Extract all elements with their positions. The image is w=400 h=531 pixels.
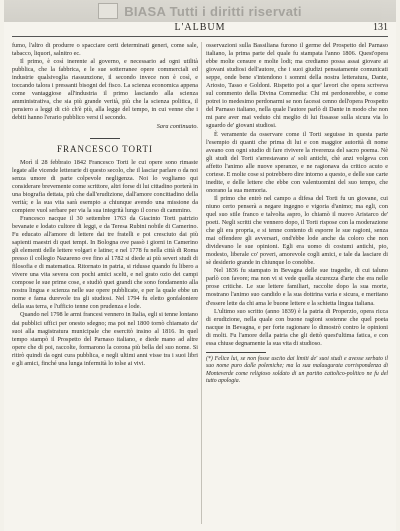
article-title: FRANCESCO TORTI bbox=[57, 143, 153, 154]
left-paragraph-1: fumo, l'altro di produrre o spacciare certi determinati generi, come sale, tabacco, liquori, salnitro ec. bbox=[12, 42, 198, 58]
left-paragraph-2: Il primo, è così inerente al governo, e necessario ad ogni utilità pubblica, che la fabbrica, e le sue sotterranee opere commerciali ed industrie qualsivoglia riassunzione, il secondo invece non è così, e toccando talora i pressanti bisogni del fisco. La scienza economica appena come vantaggiose all'industria il primo lasciando alla scienza amministrativa, che sia più grande verità, più che la scienza politica, il pensiero a leggi di ciò ch'è più, alla legge del tempo, in cui venne che i debiti hanno l'erario pubblico versi il secondo. bbox=[12, 58, 198, 122]
page-header bbox=[12, 22, 388, 37]
right-paragraph-4: Nel 1836 fu stampato in Bevagna delle sue tragedie, di cui taluno parlò con favore; ma non vi si vede quella sicurezza d'arte che era nelle prose critiche. Le sue lettere familiari, raccolte dopo la sua morte, mostrano l'animo suo candido e la sua dottrina varia e sicura, e meritano d'essere lette da chi ama le buone lettere e la schietta lingua italiana. bbox=[206, 267, 388, 307]
right-column bbox=[206, 42, 388, 385]
right-paragraph-3: Il primo che entrò nel campo a difesa del Torti fu un giovane, cui niuno certo penserà a negare ingegno e vigoria d'animo; ma egli, con quel suo stile franco e talvolta aspro, lo chiamò il nuovo Aristarco de' poeti. Negli scritti che vennero dopo, il Torti rispose con la moderazione che gli era propria, e si tenne contento di esporre le sue ragioni, senza mai offendere gli avversari, ond'ebbe lode anche da coloro che non dividevano le sue opinioni. Egli era uomo di costumi antichi, pio, modesto, liberale co' poveri, amorevole cogli amici, e tale da lasciare di sè desiderio grande in chiunque lo conobbe. bbox=[206, 194, 388, 267]
left-paragraph-3: Morì il 28 febbraio 1842 Francesco Torti le cui opere sono rimaste legate alle vicende letterarie di questo secolo, che il lasciar parlare o da noi senza umore di parte colpevole negligenza. Noi lo vogliamo qui considerare brevemente come scrittore, altri forse di lui cittadino porterà in una biografia dettata, più che dall'erudizione, dall'amore concittadino della verità; e la sua vita sarà esempio a chiunque avendo una missione da compiere vuol serbare per via la sua integrità lungo il corso di cammino. bbox=[12, 158, 198, 214]
right-paragraph-2: È veramente da osservare come il Torti seguisse in questa parte l'esempio di quanti che prima di lui e con maggior autorità di nome aveano con ogni studio di fare rivivere la riverenza del sacro poema. Nè gli studi del Torti s'arrestavano a' soli antichi, chè anzi volgeva con affetto l'animo alle nuove speranze, e ne ragionava da critico acuto e cortese. E molte cose si potrebbero dire intorno a questo, e delle sue carte inedite, e delle lettere che ebbe con valentuomini del suo tempo, che onorano la sua memoria. bbox=[206, 130, 388, 194]
page-number: 131 bbox=[373, 22, 388, 33]
column-divider bbox=[201, 42, 202, 524]
journal-title: L'ALBUM bbox=[174, 22, 226, 33]
signature-line: Sara continuato. bbox=[156, 123, 198, 131]
right-paragraph-1: osservazioni sulla Bassiliana furono il germe del Prospetto del Parnaso italiano, la prima parte del quale fu stampata l'anno 1806. Quest'opera ebbe molte censure e molte lodi; ma crediamo possa assai giovare ai giovani studiosi dell'autore, che i suoi giudizi pensatamente comunicati seppe, onde bene s'intendono i sommi della nostra letteratura, Dante, Ariosto, Tasso e Goldoni. Rispetto poi a que' lavori che opera scriveva sul commento della Divina Commedia: Chi mi perdonerebbe, e come potrei io medesimo perdonarmi se non facessi cenno dell'opera Prospetto del Parnaso italiano, nella quale l'autore parlò di Dante in modo che non mi pare aver mai veduto chi meglio di lui fissasse sulla sicura via lo sguardo de' giovani studiosi. bbox=[206, 42, 388, 130]
right-paragraph-5: L'ultimo suo scritto (anno 1839) è la patria di Properzio, opera ricca di erudizione, nella quale con buone ragioni sostenne che quel poeta nacque in Bevagna, e per forte ragionare lo dimostrò contro le opinioni di molti. Fu l'amore della patria che gli dettò quest'ultima fatica, e con essa chiuse degnamente la sua vita di studioso. bbox=[206, 307, 388, 347]
left-paragraph-5: Quando nel 1798 le armi francesi vennero in Italia, egli si tenne lontano dai pubblici uffici per onesto sdegno; ma poi nel 1800 tornò chiamato da' suoi alla magistratura municipale che esercitò insino al 1816. In quel tempo stampò il Prospetto del Parnaso italiano, e diede mano ad altre opere che di poi, raccolte, formarono la corona più bella del suo nome. Si ritirò quindi da ogni cura pubblica, e negli ultimi anni visse tra i suoi libri e gli amici, finché una lunga infermità lo tolse ai vivi. bbox=[12, 311, 198, 367]
biasa-logo-icon bbox=[98, 3, 118, 19]
section-rule bbox=[90, 138, 120, 139]
watermark-banner bbox=[4, 0, 396, 22]
left-paragraph-4: Francesco nacque il 30 settembre 1763 da Giacinto Torti patrizio bevanate e lodato cultore di leggi, e da Teresa Rubini nobile di Camerino. Fu educato all'amore di lettere dai tre fratelli e poi cresciuto dai più sapienti maestri di quei tempi. In Bologna ove passò i giorni in Camerino gli elementi delle lettere volgari e latine; e nel 1778 fu nella città di Roma presso il collegio Nazareno ove fino al 1782 si diede ai più severi studi di filosofia e di matematica. Ritornato in patria, si ridusse quando fu libero a vivere una vita severa con pochi amici scelti, e nel grato ozio dei campi compose le sue prime cose, e studiò quei grandi che sono fondamento alla nostra lingua e scienza nelle sue opere pubblicate, e per la quale ebbe un nome e fama durevole tra gli studiosi. Nel 1794 fu eletto gonfaloniere della sua terra, e l'ufficio tenne con prudenza e lode. bbox=[12, 214, 198, 311]
footnote: (*) Felice lui, se non fosse uscito dai limiti de' suoi studi e avesse serbato il suo nome puro dalle polemiche; ma la sua malaugurata corrispondenza di Monteverde come religioso soldato di un partito cattolico-politico ne fu del tutto apologia. bbox=[206, 355, 388, 384]
left-column bbox=[12, 42, 198, 368]
scanned-page bbox=[4, 0, 396, 531]
watermark-text: BIASA Tutti i diritti riservati bbox=[124, 3, 302, 19]
footnote-rule bbox=[206, 352, 266, 353]
